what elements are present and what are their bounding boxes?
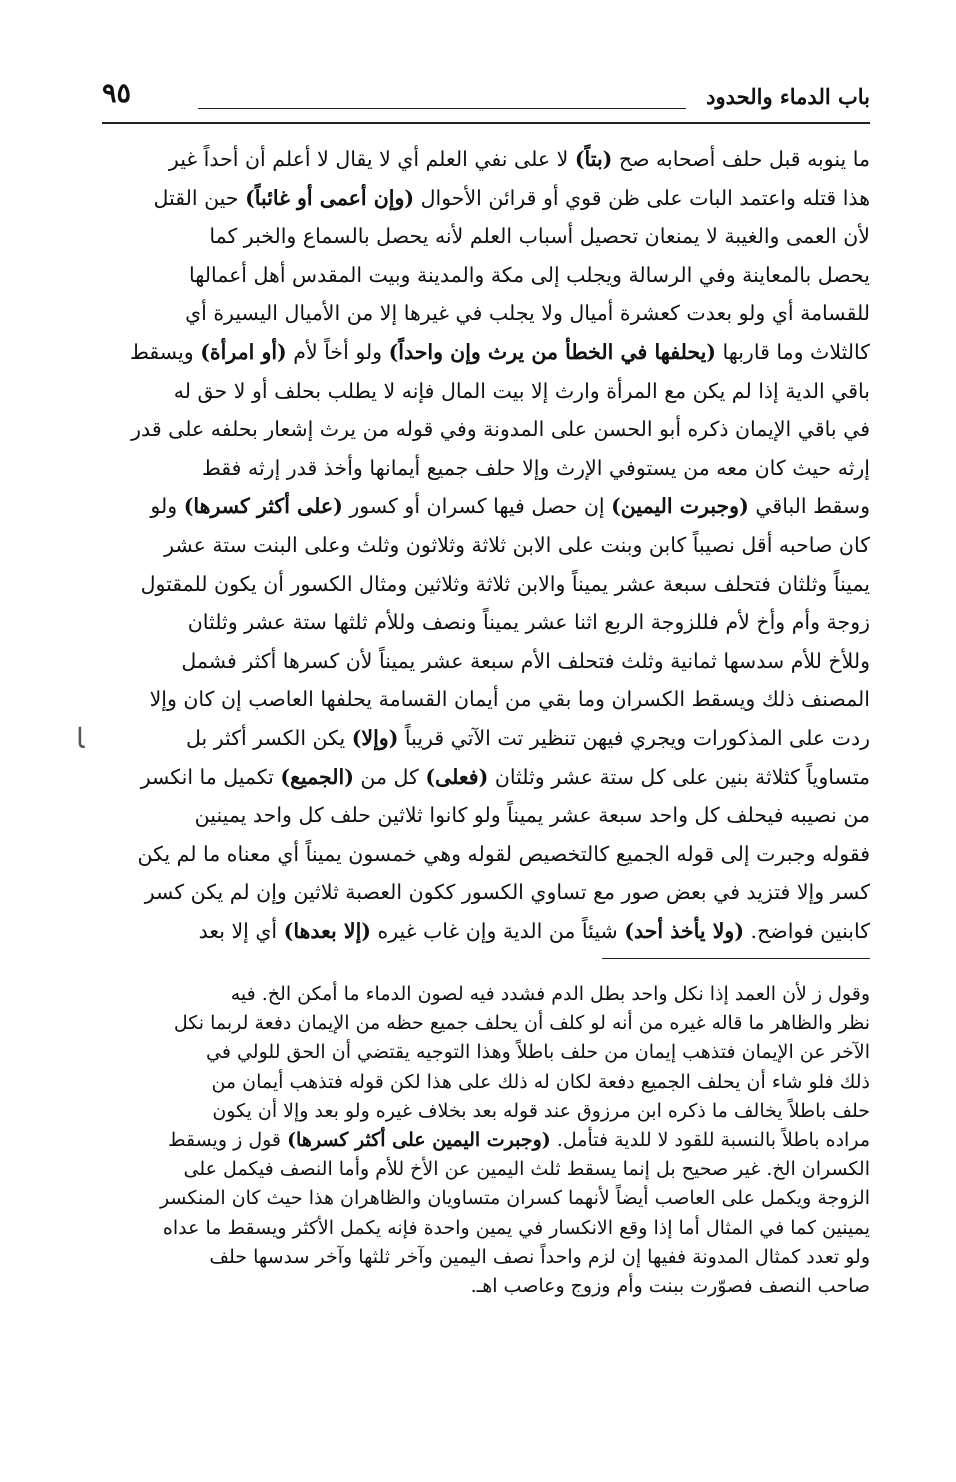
text-run: وللأخ للأم سدسها ثمانية وثلث فتحلف الأم سبعة عشر يميناً لأن كسرها أكثر فشمل xyxy=(181,648,870,673)
text-run: فقوله وجبرت إلى قوله الجميع كالتخصيص لقوله وهي خمسون يميناً أي معناه ما لم يكن xyxy=(137,841,870,866)
header-rule xyxy=(102,122,870,124)
bold-term: (وجبرت اليمين) xyxy=(611,494,749,519)
text-run: كان صاحبه أقل نصيباً كابن وبنت على الابن ثلاثة وثلاثون وثلث وعلى البنت ستة عشر xyxy=(164,532,870,557)
text-line xyxy=(102,179,870,218)
text-run: متساوياً كثلاثة بنين على كل ستة عشر وثلثان xyxy=(488,764,870,789)
text-line xyxy=(102,835,870,874)
footnote-separator xyxy=(602,958,870,959)
bold-term: (إلا بعدها) xyxy=(283,918,371,943)
text-line xyxy=(102,410,870,449)
text-run: إرثه حيث كان معه من يستوفي الإرث وإلا حلف جميع أيمانها وأخذ قدر إرثه فقط xyxy=(201,455,870,480)
text-line xyxy=(102,1243,870,1272)
text-run: لا على نفي العلم أي لا يقال لا أعلم أن أحداً غير xyxy=(168,147,575,171)
text-run: المصنف ذلك ويسقط الكسران وما بقي من أيمان القسامة يحلفها العاصب إن كان وإلا xyxy=(149,687,870,712)
text-run: ولو تعدد كمثال المدونة ففيها إن لزم واحداً نصف اليمين وآخر ثلثها وآخر سدسها حلف xyxy=(209,1245,870,1268)
text-run: في باقي الإيمان ذكره أبو الحسن على المدونة وفي قوله من يرث إشعار بحلفه على قدر xyxy=(131,417,870,442)
text-run: الآخر عن الإيمان فتذهب إيمان من حلف باطلاً وهذا التوجيه يقتضي أن الحق للولي في xyxy=(206,1041,870,1064)
bold-term: (وإن أعمى أو غائباً) xyxy=(245,185,415,210)
footnote-text xyxy=(102,980,870,1301)
text-run: للقسامة أي ولو بعدت كعشرة أميال ولا يجلب في غيرها إلا من الأميال اليسيرة أي xyxy=(185,301,870,326)
text-run: هذا قتله واعتمد البات على ظن قوي أو قرائن الأحوال xyxy=(414,185,870,210)
text-line xyxy=(102,980,870,1009)
text-line xyxy=(102,372,870,411)
text-run: نظر والظاهر ما قاله غيره من أنه لو كلف أن يحلف جميع حظه من الإيمان دفعة لربما نكل xyxy=(173,1012,870,1035)
text-line xyxy=(102,333,870,372)
text-run: ما ينوبه قبل حلف أصحابه صح xyxy=(612,147,870,171)
bold-term: (يحلفها في الخطأ من يرث وإن واحداً) xyxy=(388,339,716,364)
text-run: وقول ز لأن العمد إذا نكل واحد بطل الدم فشدد فيه لصون الدماء ما أمكن الخ. فيه xyxy=(230,983,870,1005)
bold-term: (على أكثر كسرها) xyxy=(183,494,343,519)
text-run: حين القتل xyxy=(153,185,246,210)
text-line xyxy=(102,603,870,642)
text-line xyxy=(102,1214,870,1243)
header-divider xyxy=(198,108,686,109)
text-line xyxy=(102,758,870,797)
bold-term: (وجبرت اليمين على أكثر كسرها) xyxy=(287,1128,551,1151)
text-line xyxy=(102,1126,870,1155)
text-line xyxy=(102,719,870,758)
running-header xyxy=(102,78,870,122)
text-line xyxy=(102,1184,870,1213)
text-run: أي إلا بعد xyxy=(198,918,284,943)
text-run: ويسقط xyxy=(129,339,201,364)
text-run: لأن العمى والغيبة لا يمنعان تحصيل أسباب العلم لأنه يحصل بالسماع والخبر كما xyxy=(209,224,870,249)
text-line xyxy=(102,140,870,179)
text-line xyxy=(102,680,870,719)
text-line xyxy=(102,873,870,912)
text-run: قول ز ويسقط xyxy=(168,1128,288,1151)
text-run: ردت على المذكورات ويجري فيهن تنظير تت الآتي قريباً xyxy=(398,725,870,750)
bold-term: (الجميع) xyxy=(280,764,354,789)
text-line xyxy=(102,256,870,295)
page-number: ٩٥ xyxy=(102,78,132,109)
text-line xyxy=(102,1068,870,1097)
bold-term: (ولا يأخذ أحد) xyxy=(624,918,745,943)
text-run: مراده باطلاً بالنسبة للقود لا للدية فتأمل. xyxy=(550,1128,870,1151)
text-line xyxy=(102,642,870,681)
text-line xyxy=(102,1155,870,1184)
text-run: وسقط الباقي xyxy=(748,494,870,519)
text-run: كالثلاث وما قاربها xyxy=(716,339,870,364)
bold-term: (بتاً) xyxy=(574,147,613,171)
text-run: الزوجة ويكمل على العاصب أيضاً لأنهما كسران متساويان والظاهران هذا حيث كان المنكسر xyxy=(159,1187,870,1210)
bold-term: (أو امرأة) xyxy=(200,339,287,364)
text-run: زوجة وأم وأخ لأم فللزوجة الربع اثنا عشر يميناً ونصف وللأم ثلثها ستة عشر وثلثان xyxy=(187,610,870,635)
text-line xyxy=(102,1038,870,1067)
text-line xyxy=(102,449,870,488)
text-run: إن حصل فيها كسران أو كسور xyxy=(342,494,612,519)
text-run: من نصيبه فيحلف كل واحد سبعة عشر يميناً ولو كانوا ثلاثين حلف كل واحد يمينين xyxy=(194,803,870,828)
text-run: الكسران الخ. غير صحيح بل إنما يسقط ثلث اليمين عن الأخ للأم وأما النصف فيكمل على xyxy=(183,1158,870,1181)
text-run: كابنين فواضح. xyxy=(744,918,870,943)
bold-term: (فعلى) xyxy=(425,764,489,789)
text-line xyxy=(102,487,870,526)
main-text xyxy=(102,140,870,950)
text-line xyxy=(102,565,870,604)
text-run: يكن الكسر أكثر بل xyxy=(185,725,352,750)
text-run: شيئاً من الدية وإن غاب غيره xyxy=(370,918,625,943)
text-line xyxy=(102,912,870,951)
text-line xyxy=(102,1009,870,1038)
text-line xyxy=(102,217,870,256)
text-run: كل من xyxy=(353,764,426,789)
text-line xyxy=(102,526,870,565)
text-run: كسر وإلا فتزيد في بعض صور مع تساوي الكسور ككون العصبة ثلاثين وإن لم يكن كسر xyxy=(144,880,870,905)
bold-term: (وإلا) xyxy=(351,725,399,750)
margin-mark: ﺎ xyxy=(76,722,85,755)
text-run: ولو أخاً لأم xyxy=(286,339,389,364)
chapter-title: باب الدماء والحدود xyxy=(706,84,870,109)
text-run: صاحب النصف فصوّرت ببنت وأم وزوج وعاصب اهـ. xyxy=(470,1274,870,1297)
text-line xyxy=(102,796,870,835)
text-line xyxy=(102,1272,870,1301)
text-run: يحصل بالمعاينة وفي الرسالة ويجلب إلى مكة والمدينة وبيت المقدس أهل أعمالها xyxy=(189,262,870,287)
text-run: تكميل ما انكسر xyxy=(140,764,281,789)
text-line xyxy=(102,1097,870,1126)
text-line xyxy=(102,294,870,333)
text-run: باقي الدية إذا لم يكن مع المرأة وارث إلا بيت المال فإنه لا يطلب بحلف أو لا حق له xyxy=(173,378,870,403)
text-run: ولو xyxy=(150,494,184,519)
text-run: يميناً وثلثان فتحلف سبعة عشر يميناً والابن ثلاثة وثلاثين ومثال الكسور أن يكون للمقتول xyxy=(140,571,870,596)
text-run: حلف باطلاً يخالف ما ذكره ابن مرزوق عند قوله بعد بخلاف غيره ولو بعد وإلا أن يكون xyxy=(212,1099,870,1122)
text-run: يمينين كما في المثال أما إذا وقع الانكسار في يمين واحدة فإنه يكمل الأكثر ويسقط ما عداه xyxy=(162,1216,870,1239)
text-run: ذلك فلو شاء أن يحلف الجميع دفعة لكان له ذلك على هذا لكن قوله فتذهب أيمان من xyxy=(211,1070,870,1093)
